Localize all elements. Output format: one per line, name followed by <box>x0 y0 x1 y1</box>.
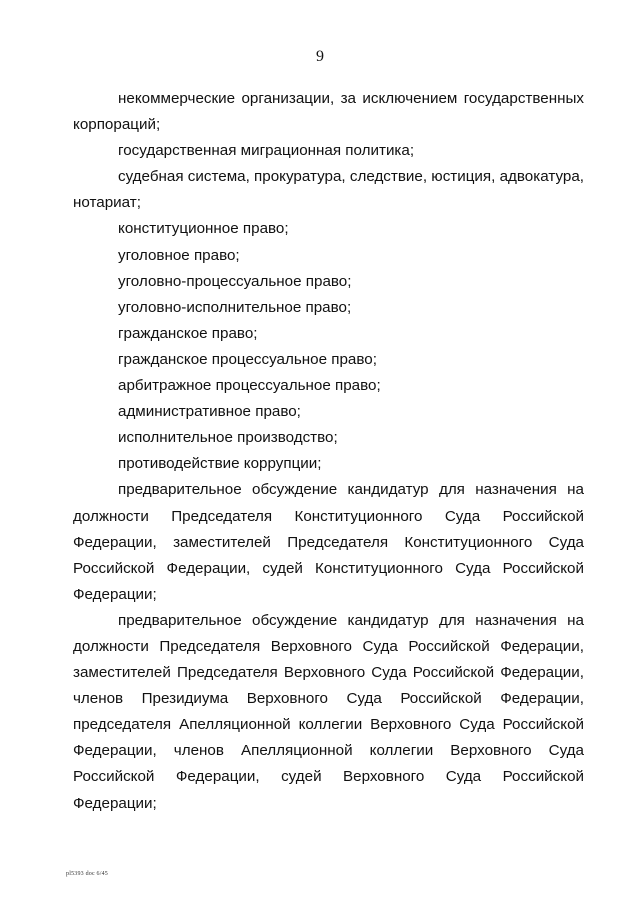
list-item: противодействие коррупции; <box>118 455 322 473</box>
list-item: гражданское процессуальное право; <box>118 350 377 368</box>
constitutional-court-paragraph: предварительное обсуждение кандидатур для назначения на должности Председателя Конституционного Суда Российской Федерации, заместителей Председателя Конституционного Суда Российской Федерации, судей Конституционного Суда Российской Федерации; <box>73 481 584 603</box>
list-item: арбитражное процессуальное право; <box>118 377 381 395</box>
supreme-court-paragraph: предварительное обсуждение кандидатур для назначения на должности Председателя Верховного Суда Российской Федерации, заместителей Председателя Верховного Суда Российской Федерации, членов Президиума Верховного Суда Российской Федерации, председателя Апелляционной коллегии Верховного Суда Российской Федерации, членов Апелляционной коллегии Верховного Суда Российской Федерации, судей Верховного Суда Российской Федерации; <box>73 611 584 812</box>
list-item: уголовное право; <box>118 246 240 264</box>
list-item: гражданское право; <box>118 324 258 342</box>
list-item: уголовно-исполнительное право; <box>118 298 352 316</box>
list-item: судебная система, прокуратура, следствие, юстиция, адвокатура, нотариат; <box>73 168 584 212</box>
list-item: исполнительное производство; <box>118 429 338 447</box>
list-item: конституционное право; <box>118 220 289 238</box>
document-body <box>73 86 584 817</box>
document-footer-code: pl5393 doc 6/45 <box>66 871 108 877</box>
list-item: некоммерческие организации, за исключением государственных корпораций; <box>73 90 584 134</box>
list-item: уголовно-процессуальное право; <box>118 272 352 290</box>
list-item: административное право; <box>118 403 301 421</box>
list-item: государственная миграционная политика; <box>118 142 415 160</box>
page-number: 9 <box>316 48 324 65</box>
